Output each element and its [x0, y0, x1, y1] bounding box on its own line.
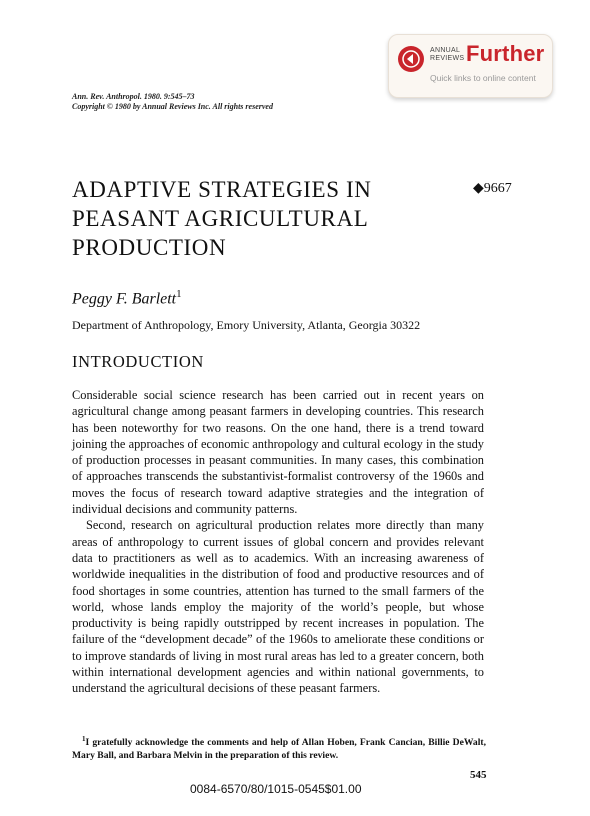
page-number: 545 [470, 769, 487, 781]
author-footnote-mark[interactable]: 1 [176, 288, 182, 300]
footnote [72, 733, 486, 762]
title-line-1: ADAPTIVE STRATEGIES IN [72, 177, 372, 202]
paragraph-1: Considerable social science research has been carried out in recent years on agricultural change among peasant farmers in developing countries. This research has been noteworthy for two reasons. On the one hand, there is a trend toward joining the approaches of economic anthropology and cultural ecology in the study of production processes in peasant communities. In many cases, this combination of approaches transcends the substantivist-formalist controversy of the 1960s and moves the focus of research toward adaptive strategies and the integration of individual decisions and community patterns. [72, 388, 484, 517]
badge-publisher [430, 47, 464, 63]
annual-reviews-further-badge[interactable] [388, 34, 553, 98]
journal-citation [72, 92, 273, 112]
copyright-line: Copyright © 1980 by Annual Reviews Inc. All rights reserved [72, 102, 273, 111]
author-affiliation: Department of Anthropology, Emory University, Atlanta, Georgia 30322 [72, 318, 421, 332]
title-line-3: PRODUCTION [72, 235, 227, 260]
badge-annual-text: ANNUAL [430, 47, 461, 54]
section-heading: INTRODUCTION [72, 352, 204, 371]
badge-tagline: Quick links to online content [430, 73, 536, 83]
author-name [72, 288, 182, 308]
article-title [72, 175, 412, 262]
further-logo-icon [398, 46, 424, 72]
author-name-text: Peggy F. Barlett [72, 290, 177, 308]
paragraph-2: Second, research on agricultural production relates more directly than many areas of anthropology to current issues of global concern and provides relevant data to practitioners as well as to academics. With an increasing awareness of worldwide inequalities in the distribution of food and productive resources and of food shortages in some countries, attention has turned to the small farmers of the world, whose lands employ the majority of the world’s people, but whose productivity is being rapidly outstripped by recent increases in population. The failure of the “development decade” of the 1960s to ameliorate these conditions or to improve standards of living in most rural areas has led to a greater concern, both within international development agencies and within national governments, to understand the agricultural decisions of these peasant farmers. [72, 518, 484, 696]
badge-further-text: Further [466, 41, 545, 66]
title-line-2: PEASANT AGRICULTURAL [72, 206, 369, 231]
footnote-text: I gratefully acknowledge the comments and help of Allan Hoben, Frank Cancian, Billie DeWalt, Mary Ball, and Barbara Melvin in the preparation of this review. [72, 737, 486, 762]
body-text [72, 387, 484, 697]
badge-reviews-text: REVIEWS [430, 55, 465, 62]
journal-line: Ann. Rev. Anthropol. 1980. 9:545–73 [72, 92, 195, 101]
article-code: ◆9667 [473, 181, 512, 196]
footnote-mark: 1 [82, 735, 86, 743]
price-code: 0084-6570/80/1015-0545$01.00 [190, 782, 362, 796]
